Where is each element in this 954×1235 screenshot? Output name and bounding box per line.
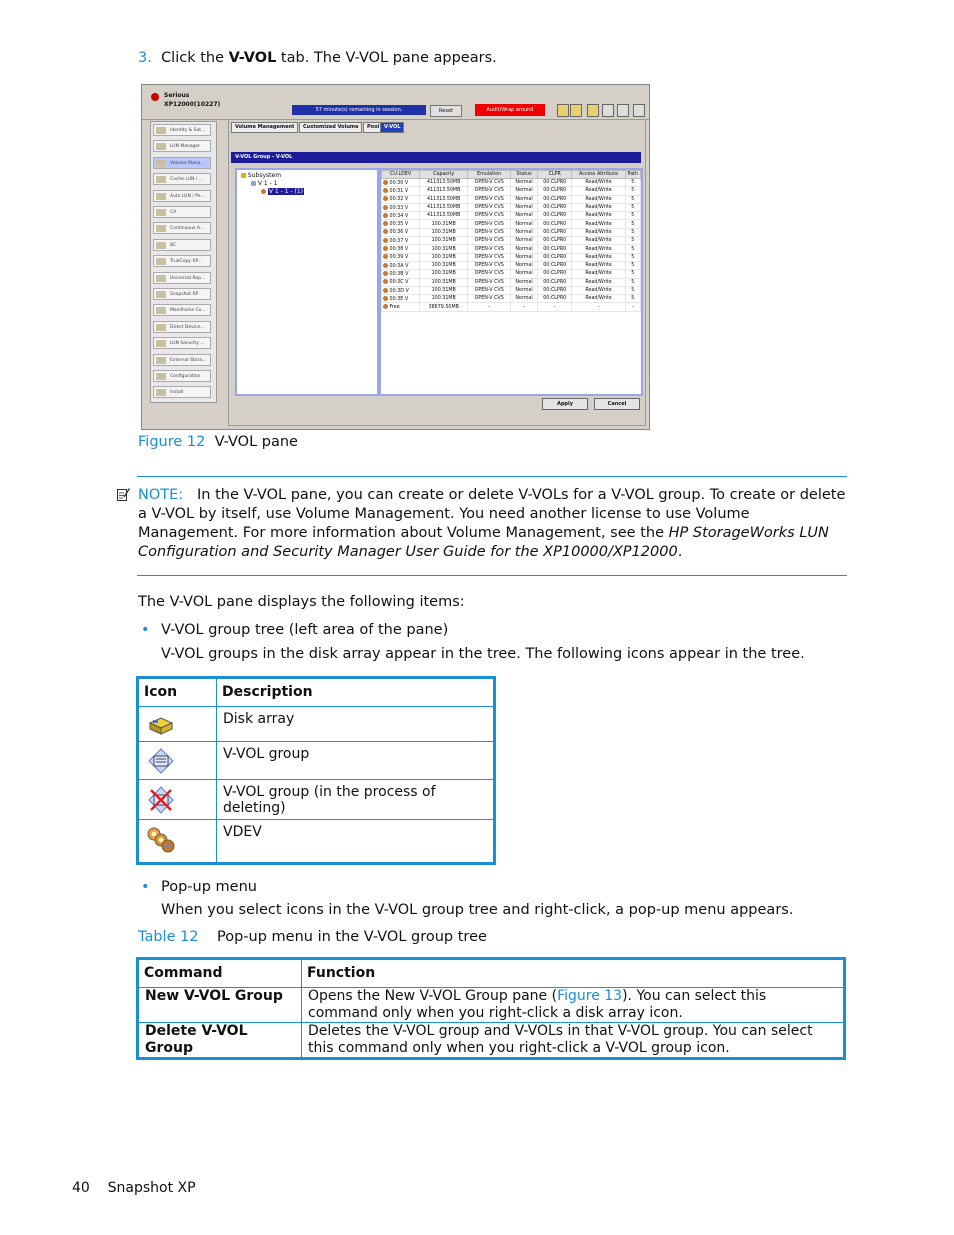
sidebar-item[interactable]: Mainframe Co... — [153, 304, 211, 316]
grid-cell: Normal — [511, 286, 538, 294]
grid-cell: 5 — [625, 203, 640, 211]
cell-text: 00:37 V — [388, 238, 409, 244]
grid-cell: Normal — [511, 245, 538, 253]
grid-cell: 5 — [625, 261, 640, 269]
grid-row[interactable] — [382, 187, 641, 195]
grid-cell: Normal — [511, 278, 538, 286]
grid-cell: Normal — [511, 237, 538, 245]
grid-cell: Read/Write — [572, 203, 625, 211]
grid-cell: 100.31MB — [420, 261, 468, 269]
table-row — [138, 820, 495, 864]
vvol-group-icon — [251, 181, 256, 186]
grid-cell: Read/Write — [572, 261, 625, 269]
grid-cell: 411313.50MB — [420, 203, 468, 211]
table-title: Pop-up menu in the V-VOL group tree — [217, 929, 487, 945]
bullet-marker: • — [141, 879, 150, 895]
table-caption — [138, 929, 487, 945]
grid-cell: OPEN-V CVS — [468, 203, 511, 211]
note-top-rule — [137, 476, 847, 477]
cell-text: Free — [388, 305, 400, 311]
table-row — [138, 780, 495, 820]
grid-column-header[interactable]: CU:LDEV — [382, 171, 420, 179]
grid-row[interactable] — [382, 270, 641, 278]
table-row — [138, 742, 495, 780]
program-sidebar — [150, 121, 217, 403]
grid-cell: Read/Write — [572, 220, 625, 228]
grid-cell: OPEN-V CVS — [468, 237, 511, 245]
grid-cell: - — [572, 303, 625, 311]
sidebar-item[interactable]: LUN Security ... — [153, 337, 211, 349]
command-name: New V-VOL Group — [138, 988, 302, 1023]
grid-row[interactable] — [382, 286, 641, 294]
grid-row[interactable] — [382, 179, 641, 187]
figure-title: V-VOL pane — [214, 434, 298, 450]
grid-cell — [382, 270, 420, 278]
grid-cell: 00:CLPR0 — [538, 245, 572, 253]
grid-cell: Normal — [511, 187, 538, 195]
command-function: Deletes the V-VOL group and V-VOLs in that V-VOL group. You can select this command only when you right-click a V-VOL group icon. — [302, 1023, 845, 1059]
function-text: ). You can select this command only when you right-click a disk array icon. — [308, 988, 767, 1021]
grid-cell: OPEN-V CVS — [468, 228, 511, 236]
audit-button[interactable]: Audit/Wrap around — [475, 104, 545, 116]
grid-row[interactable] — [382, 220, 641, 228]
grid-cell: Read/Write — [572, 228, 625, 236]
cell-text: 00:30 V — [388, 180, 409, 186]
grid-cell: 5 — [625, 270, 640, 278]
grid-cell: 00:CLPR0 — [538, 253, 572, 261]
figure-label: Figure 12 — [138, 434, 206, 450]
grid-cell — [382, 278, 420, 286]
icon-description: V-VOL group — [217, 742, 495, 780]
toolbar-icon[interactable] — [557, 104, 569, 117]
tree-label: Subsystem — [247, 172, 282, 179]
session-timer: 57 minute(s) remaining in session. — [292, 105, 426, 115]
status-icon — [151, 93, 159, 101]
grid-cell: Read/Write — [572, 286, 625, 294]
grid-column-header[interactable]: Capacity — [420, 171, 468, 179]
grid-cell: 100.31MB — [420, 286, 468, 294]
icon-description: V-VOL group (in the process of deleting) — [217, 780, 495, 820]
vvol-table — [381, 170, 641, 312]
sidebar-item[interactable]: Continuous A... — [153, 222, 211, 234]
grid-cell: 5 — [625, 195, 640, 203]
note-end: . — [677, 544, 683, 560]
cell-text: 00:3A V — [388, 263, 409, 269]
disk-array-icon — [147, 713, 175, 737]
sidebar-item[interactable]: Direct Device... — [153, 321, 211, 333]
grid-cell: Normal — [511, 220, 538, 228]
sidebar-item[interactable]: Auto LUN / Pe... — [153, 190, 211, 202]
vvol-table-header — [382, 171, 641, 179]
sidebar-item[interactable]: Configuration — [153, 370, 211, 382]
toolbar-icon[interactable] — [633, 104, 645, 117]
grid-cell: Read/Write — [572, 212, 625, 220]
grid-row[interactable] — [382, 261, 641, 269]
grid-cell — [382, 203, 420, 211]
tree-node-vdev[interactable] — [261, 188, 304, 195]
grid-cell: OPEN-V CVS — [468, 286, 511, 294]
grid-cell: 5 — [625, 278, 640, 286]
grid-cell: 5 — [625, 245, 640, 253]
page-number: 40 — [72, 1180, 90, 1196]
tab-vvol[interactable]: V-VOL — [380, 122, 404, 133]
grid-cell: Read/Write — [572, 295, 625, 303]
grid-row[interactable] — [382, 228, 641, 236]
grid-cell: Normal — [511, 228, 538, 236]
command-name: Delete V-VOL Group — [138, 1023, 302, 1059]
grid-cell: 00:CLPR0 — [538, 195, 572, 203]
tree-label: V 1 - 1 — [257, 180, 278, 187]
grid-cell: 5 — [625, 237, 640, 245]
tree-node-group[interactable] — [251, 180, 278, 187]
toolbar-icon[interactable] — [602, 104, 614, 117]
subsystem-title: Serious — [164, 92, 190, 99]
figure-link[interactable]: Figure 13 — [557, 988, 623, 1004]
grid-cell: 00:CLPR0 — [538, 261, 572, 269]
grid-cell: 00:CLPR0 — [538, 237, 572, 245]
step-text-post: tab. The V-VOL pane appears. — [276, 50, 497, 66]
cell-text: 00:32 V — [388, 197, 409, 203]
grid-row[interactable] — [382, 212, 641, 220]
cell-text: 00:3C V — [388, 280, 409, 286]
grid-cell: OPEN-V CVS — [468, 245, 511, 253]
grid-cell — [382, 228, 420, 236]
grid-cell: OPEN-V CVS — [468, 187, 511, 195]
step-text-pre: Click the — [161, 50, 229, 66]
grid-cell: Normal — [511, 212, 538, 220]
grid-row[interactable] — [382, 203, 641, 211]
apply-button[interactable]: Apply — [542, 398, 588, 410]
bullet-marker: • — [141, 622, 150, 638]
grid-row[interactable] — [382, 303, 641, 311]
grid-cell: Read/Write — [572, 245, 625, 253]
sidebar-item[interactable]: CA — [153, 206, 211, 218]
grid-cell: Read/Write — [572, 278, 625, 286]
grid-cell — [382, 187, 420, 195]
grid-cell: OPEN-V CVS — [468, 195, 511, 203]
sidebar-item[interactable]: Identity & Sot... — [153, 124, 211, 136]
toolbar-icon[interactable] — [587, 104, 599, 117]
grid-cell — [382, 253, 420, 261]
tab-volume-management[interactable]: Volume Management — [231, 122, 298, 133]
figure-caption — [138, 434, 298, 450]
bullet-text: V-VOL groups in the disk array appear in the tree. The following icons appear in the tree. — [161, 646, 805, 662]
cmd-table-header — [138, 959, 845, 988]
grid-cell: OPEN-V CVS — [468, 212, 511, 220]
note-text: In the V-VOL pane, you can create or delete V-VOLs for a V-VOL group. To create or delete a V-VOL by itself, use Volume Management. You need another license to use Volume Management. For more information about Volume Management, see the — [138, 487, 846, 541]
grid-cell: - — [625, 303, 640, 311]
popup-menu-table — [136, 957, 846, 1060]
icon-table-header — [138, 678, 495, 707]
toolbar-icon[interactable] — [617, 104, 629, 117]
main-panel — [228, 119, 646, 426]
vvol-pane-screenshot — [141, 84, 650, 430]
grid-cell: Read/Write — [572, 237, 625, 245]
toolbar-icon[interactable] — [570, 104, 582, 117]
grid-cell: OPEN-V CVS — [468, 220, 511, 228]
grid-cell: 411313.50MB — [420, 187, 468, 195]
grid-cell: 5 — [625, 228, 640, 236]
cell-text: 00:35 V — [388, 222, 409, 228]
bullet-title: V-VOL group tree (left area of the pane) — [161, 622, 449, 638]
sidebar-item[interactable]: Universal Rep... — [153, 272, 211, 284]
tab-customized-volume[interactable]: Customized Volume — [299, 122, 362, 133]
grid-row[interactable] — [382, 245, 641, 253]
grid-column-header[interactable]: Path — [625, 171, 640, 179]
grid-cell: 00:CLPR0 — [538, 179, 572, 187]
grid-cell: 00:CLPR0 — [538, 286, 572, 294]
grid-cell: Read/Write — [572, 270, 625, 278]
grid-cell: 100.31MB — [420, 220, 468, 228]
grid-cell: 5 — [625, 179, 640, 187]
grid-cell: 100.31MB — [420, 245, 468, 253]
grid-cell — [382, 261, 420, 269]
table-row — [138, 988, 845, 1023]
grid-cell: Normal — [511, 195, 538, 203]
grid-cell — [382, 295, 420, 303]
note-reference: HP StorageWorks LUN Configuration and Security Manager User Guide for the XP10000/XP12000 — [138, 525, 829, 560]
tree-node-subsystem[interactable] — [241, 172, 281, 179]
cell-text: 00:36 V — [388, 230, 409, 236]
cell-text: 00:3E V — [388, 296, 409, 302]
sidebar-item[interactable]: Snapshot XP — [153, 288, 211, 300]
grid-cell: Read/Write — [572, 195, 625, 203]
lead-paragraph: The V-VOL pane displays the following items: — [138, 594, 465, 610]
grid-cell: Normal — [511, 179, 538, 187]
grid-row[interactable] — [382, 278, 641, 286]
step-text-bold: V-VOL — [228, 50, 277, 66]
grid-cell: 411313.50MB — [420, 212, 468, 220]
grid-cell: Normal — [511, 270, 538, 278]
cancel-button[interactable]: Cancel — [594, 398, 640, 410]
grid-cell: Normal — [511, 295, 538, 303]
note-icon — [117, 488, 130, 502]
cell-text: 00:34 V — [388, 213, 409, 219]
grid-cell: Normal — [511, 253, 538, 261]
doc-title: Snapshot XP — [107, 1180, 196, 1196]
grid-cell — [382, 220, 420, 228]
grid-cell: 5 — [625, 295, 640, 303]
grid-cell: OPEN-V CVS — [468, 295, 511, 303]
step-number: 3. — [138, 50, 152, 66]
grid-cell: OPEN-V CVS — [468, 179, 511, 187]
cell-text: 00:3D V — [388, 288, 409, 294]
grid-cell: 5 — [625, 253, 640, 261]
grid-cell: 5 — [625, 220, 640, 228]
vvol-table-body — [382, 179, 641, 312]
grid-cell: 5 — [625, 187, 640, 195]
grid-row[interactable] — [382, 195, 641, 203]
page-footer — [72, 1180, 196, 1196]
table-label: Table 12 — [138, 929, 199, 945]
grid-cell: 411313.50MB — [420, 195, 468, 203]
grid-cell: 100.31MB — [420, 237, 468, 245]
cell-text: 00:38 V — [388, 247, 409, 253]
grid-cell: 5 — [625, 286, 640, 294]
grid-cell — [382, 195, 420, 203]
sidebar-item[interactable]: Volume Mana... — [153, 157, 211, 169]
subsystem-model: XP12000(10227) — [164, 101, 221, 108]
grid-cell: 00:CLPR0 — [538, 278, 572, 286]
grid-cell — [382, 212, 420, 220]
sidebar-item[interactable]: BC — [153, 239, 211, 251]
table-row — [138, 1023, 845, 1059]
grid-column-header[interactable]: Status — [511, 171, 538, 179]
grid-cell: 00:CLPR0 — [538, 228, 572, 236]
grid-row[interactable] — [382, 295, 641, 303]
cell-text: 00:33 V — [388, 205, 409, 211]
vvol-group-tree[interactable] — [235, 168, 379, 396]
cell-text: 00:31 V — [388, 188, 409, 194]
cell-text: 00:3B V — [388, 271, 409, 277]
function-text: Opens the New V-VOL Group pane ( — [308, 988, 558, 1004]
grid-cell: OPEN-V CVS — [468, 278, 511, 286]
grid-cell — [382, 179, 420, 187]
icon-description: Disk array — [217, 707, 495, 742]
grid-cell — [382, 245, 420, 253]
vdev-icon — [146, 826, 176, 854]
grid-row[interactable] — [382, 253, 641, 261]
grid-cell: 00:CLPR0 — [538, 220, 572, 228]
grid-cell: 100.31MB — [420, 253, 468, 261]
note-label: NOTE: — [138, 487, 184, 503]
sidebar-item[interactable]: Install — [153, 386, 211, 398]
tab-pool[interactable]: Pool — [363, 122, 383, 133]
grid-cell: 100.31MB — [420, 270, 468, 278]
pane-title: V-VOL Group - V-VOL — [231, 152, 641, 163]
grid-cell: 411313.50MB — [420, 179, 468, 187]
sidebar-item[interactable]: LUN Manager — [153, 140, 211, 152]
grid-cell: 00:CLPR0 — [538, 270, 572, 278]
note-block — [138, 486, 850, 562]
grid-cell: Read/Write — [572, 179, 625, 187]
grid-cell: OPEN-V CVS — [468, 270, 511, 278]
icon-table — [136, 676, 496, 865]
cell-text: 00:39 V — [388, 255, 409, 261]
grid-cell — [382, 286, 420, 294]
vdev-icon — [261, 189, 266, 194]
column-header: Command — [138, 959, 302, 988]
grid-cell: 100.31MB — [420, 295, 468, 303]
grid-cell: Normal — [511, 261, 538, 269]
vvol-group-icon — [147, 748, 175, 774]
icon-description: VDEV — [217, 820, 495, 864]
step-instruction — [138, 50, 497, 66]
grid-column-header[interactable]: Access Attribute — [572, 171, 625, 179]
column-header: Description — [217, 678, 495, 707]
note-bottom-rule — [137, 575, 847, 576]
command-function — [302, 988, 845, 1023]
reset-button[interactable]: Reset — [430, 105, 462, 117]
grid-cell: 00:CLPR0 — [538, 212, 572, 220]
grid-column-header[interactable]: CLPR — [538, 171, 572, 179]
sidebar-item[interactable]: TrueCopy XP... — [153, 255, 211, 267]
sidebar-item[interactable]: External Stora... — [153, 354, 211, 366]
grid-cell: - — [511, 303, 538, 311]
grid-cell — [382, 237, 420, 245]
grid-cell: 00:CLPR0 — [538, 203, 572, 211]
column-header: Function — [302, 959, 845, 988]
grid-cell: Read/Write — [572, 253, 625, 261]
grid-cell — [382, 303, 420, 311]
grid-cell: Normal — [511, 203, 538, 211]
vvol-group-deleting-icon — [147, 786, 175, 814]
grid-cell: Read/Write — [572, 187, 625, 195]
grid-cell: 5 — [625, 212, 640, 220]
bullet-text: When you select icons in the V-VOL group tree and right-click, a pop-up menu appears. — [161, 902, 794, 918]
grid-cell: OPEN-V CVS — [468, 253, 511, 261]
grid-cell: 00:CLPR0 — [538, 295, 572, 303]
grid-cell: - — [468, 303, 511, 311]
grid-cell: 38679.50MB — [420, 303, 468, 311]
tree-label: V 1 - 1 - (1) — [268, 188, 304, 195]
sidebar-item[interactable]: Cache LUN / ... — [153, 173, 211, 185]
grid-cell: OPEN-V CVS — [468, 261, 511, 269]
vvol-list — [379, 168, 643, 396]
grid-cell: 00:CLPR0 — [538, 187, 572, 195]
grid-column-header[interactable]: Emulation — [468, 171, 511, 179]
bullet-title: Pop-up menu — [161, 879, 257, 895]
column-header: Icon — [138, 678, 217, 707]
grid-row[interactable] — [382, 237, 641, 245]
table-row — [138, 707, 495, 742]
grid-cell: 100.31MB — [420, 278, 468, 286]
disk-array-icon — [241, 173, 246, 178]
grid-cell: 100.31MB — [420, 228, 468, 236]
grid-cell: - — [538, 303, 572, 311]
